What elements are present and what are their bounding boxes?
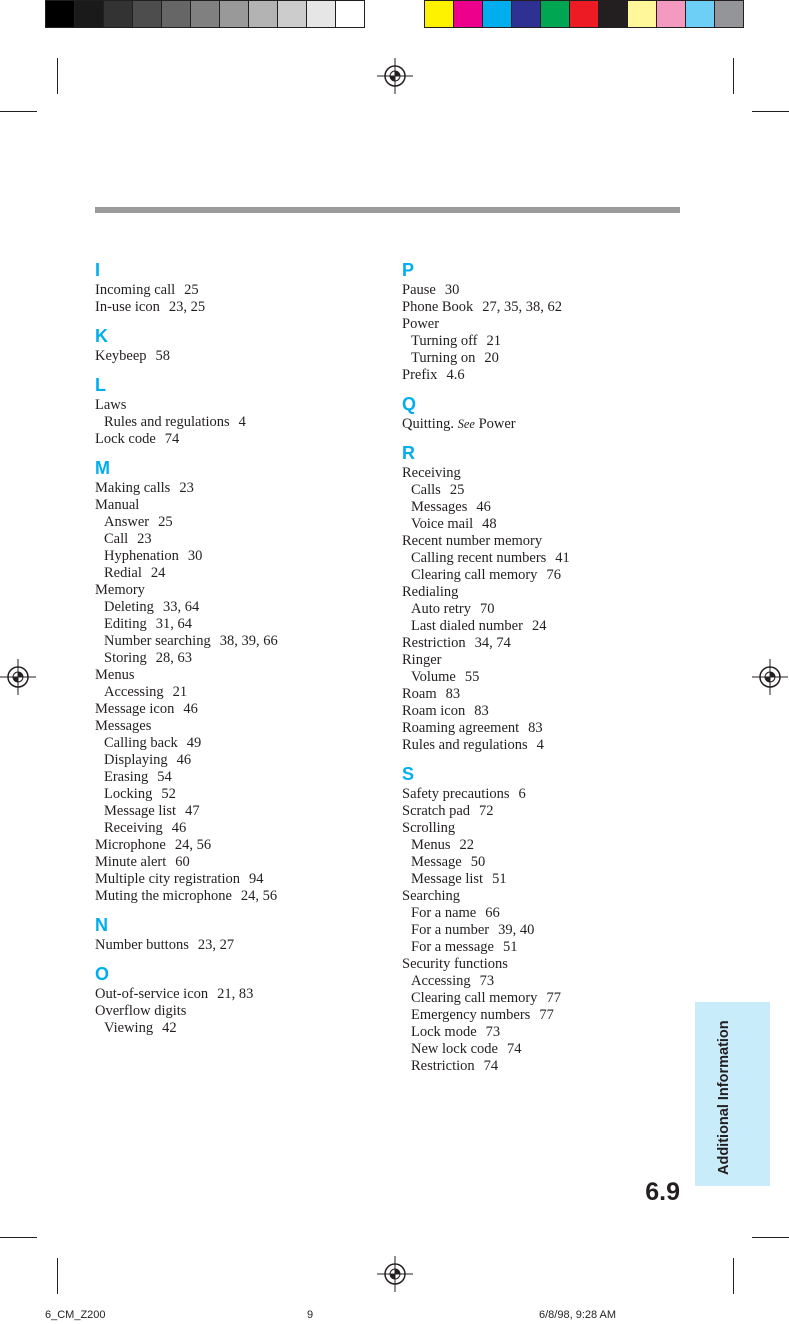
index-entry [95,397,395,414]
index-subentry [402,499,702,516]
index-page-ref: 48 [482,516,497,532]
index-term: Ringer [402,652,442,668]
index-page-ref: 46 [176,752,192,768]
index-page-ref: 25 [184,282,199,298]
index-section [402,392,702,433]
index-term: Safety precautions [402,786,510,802]
index-term: Redial [104,565,142,581]
see-reference-label: See [457,417,475,431]
color-swatch [512,1,541,27]
page-number: 6.9 [645,1178,680,1206]
index-page-ref: 49 [186,735,202,751]
gray-swatch [162,1,191,27]
index-page-ref: 46 [476,499,491,515]
index-term: Rules and regulations [402,737,528,753]
index-entry [95,937,395,954]
index-subentry [402,350,702,367]
index-term: Making calls [95,480,171,496]
index-section [402,258,702,384]
index-page-ref: 77 [539,1007,554,1023]
slug-file: 6_CM_Z200 [45,1309,106,1321]
index-entry [402,282,702,299]
index-page-ref: 24 [150,565,166,581]
index-subentry [95,599,395,616]
index-page-ref: 51 [492,871,507,887]
index-subentry [95,769,395,786]
index-section [402,762,702,1075]
index-term: Phone Book [402,299,474,315]
section-tab [695,1002,770,1186]
index-section [402,441,702,754]
index-section [95,258,395,316]
index-page-ref: 58 [155,348,171,364]
index-term: Searching [402,888,460,904]
index-entry [95,348,395,365]
color-swatch [715,1,743,27]
index-page-ref: 24, 56 [174,837,212,853]
index-page-ref: 94 [248,871,264,887]
index-letter: R [402,443,415,463]
color-swatch [570,1,599,27]
index-term: For a number [411,922,490,938]
index-entry [95,299,395,316]
index-subentry [402,871,702,888]
index-subentry [95,616,395,633]
index-term: Message icon [95,701,175,717]
index-subentry [402,601,702,618]
index-term: Restriction [402,635,466,651]
index-subentry [95,803,395,820]
crop-mark [752,1237,789,1238]
index-entry [402,316,702,333]
index-term: Lock mode [411,1024,477,1040]
index-term: Receiving [104,820,163,836]
index-page-ref: 52 [161,786,176,802]
index-term: New lock code [411,1041,498,1057]
index-letter: I [95,260,101,280]
index-term: Messages [95,718,152,734]
index-page-ref: 42 [162,1020,177,1036]
index-term: Incoming call [95,282,176,298]
index-subentry [402,939,702,956]
index-entry [402,703,702,720]
index-page-ref: 33, 64 [162,599,200,615]
index-term: Storing [104,650,147,666]
index-entry [95,701,395,718]
index-page-ref: 24, 56 [240,888,278,904]
index-page-ref: 23 [137,531,152,547]
index-subentry [402,905,702,922]
index-subentry [95,514,395,531]
index-page-ref: 83 [474,703,489,719]
index-term: Receiving [402,465,461,481]
index-entry [95,497,395,514]
index-term: Calling back [104,735,178,751]
index-page-ref: 54 [157,769,172,785]
index-term: Memory [95,582,145,598]
index-term: Quitting. [402,416,454,432]
index-subentry [95,414,395,431]
index-subentry [402,516,702,533]
index-page-ref: 31, 64 [155,616,192,632]
index-page-ref: 22 [459,837,474,853]
index-term: Erasing [104,769,149,785]
index-term: Answer [104,514,150,530]
index-page-ref: 20 [484,350,499,366]
index-entry [402,888,702,905]
index-term: Power [402,316,440,332]
crop-mark [733,58,734,94]
index-term: Turning off [411,333,478,349]
index-subentry [95,786,395,803]
index-term: Volume [411,669,456,685]
index-page-ref: 4.6 [446,367,465,383]
registration-target-icon [377,1256,413,1292]
color-swatch [628,1,657,27]
gray-swatch [46,1,75,27]
index-subentry [402,973,702,990]
process-color-bar [424,0,744,28]
index-term: Menus [411,837,451,853]
index-page-ref: 25 [449,482,465,498]
index-page-ref: 6 [518,786,526,802]
section-tab-label: Additional Information [716,1020,732,1175]
gray-color-bar [45,0,365,28]
index-letter: Q [402,394,417,414]
index-page-ref: 74 [506,1041,522,1057]
index-entry [402,786,702,803]
index-page-ref: 23, 25 [168,299,206,315]
index-subentry [95,735,395,752]
index-entry [402,367,702,384]
index-entry [95,667,395,684]
index-entry [95,282,395,299]
index-term: Overflow digits [95,1003,187,1019]
index-term: In-use icon [95,299,160,315]
crop-mark [57,58,58,94]
index-term: Microphone [95,837,166,853]
see-reference-target: Power [478,416,516,432]
index-term: Emergency numbers [411,1007,531,1023]
gray-swatch [307,1,336,27]
index-term: Laws [95,397,127,413]
index-term: Out-of-service icon [95,986,209,1002]
index-entry [402,584,702,601]
index-page-ref: 83 [528,720,543,736]
index-term: Calls [411,482,441,498]
index-subentry [402,922,702,939]
color-swatch [599,1,628,27]
gray-swatch [249,1,278,27]
header-rule [95,207,680,213]
index-page-ref: 34, 74 [474,635,511,651]
crop-mark [752,111,789,112]
index-page-ref: 23, 27 [197,937,235,953]
index-letter: L [95,375,106,395]
index-term: Hyphenation [104,548,179,564]
index-term: Message [411,854,462,870]
index-page-ref: 46 [171,820,187,836]
index-section [95,913,395,954]
index-subentry [402,333,702,350]
index-subentry [95,752,395,769]
gray-swatch [278,1,307,27]
index-page-ref: 77 [546,990,561,1006]
index-page-ref: 47 [185,803,200,819]
index-page-ref: 23 [179,480,194,496]
index-subentry [95,531,395,548]
index-entry [402,416,702,433]
index-subentry [402,1024,702,1041]
index-entry [95,431,395,448]
index-term: Accessing [104,684,164,700]
index-term: Rules and regulations [104,414,230,430]
index-column-right [402,258,702,1083]
index-page-ref: 39, 40 [498,922,535,938]
index-subentry [95,548,395,565]
index-entry [402,956,702,973]
index-entry [402,737,702,754]
index-page-ref: 70 [480,601,495,617]
index-term: Editing [104,616,147,632]
index-term: Security functions [402,956,508,972]
registration-target-icon [0,659,36,695]
index-term: Number buttons [95,937,189,953]
index-term: Scrolling [402,820,456,836]
index-subentry [95,1020,395,1037]
index-term: Deleting [104,599,154,615]
index-entry [95,854,395,871]
index-subentry [95,684,395,701]
index-page-ref: 24 [531,618,547,634]
index-page-ref: 51 [502,939,518,955]
index-subentry [95,633,395,650]
index-section [95,373,395,448]
index-entry [95,871,395,888]
registration-target-icon [377,58,413,94]
index-page-ref: 50 [470,854,486,870]
index-letter: S [402,764,415,784]
index-page-ref: 30 [444,282,460,298]
registration-target-icon [752,659,788,695]
index-page-ref: 60 [175,854,190,870]
index-term: Prefix [402,367,438,383]
gray-swatch [220,1,249,27]
index-term: Locking [104,786,153,802]
index-subentry [402,618,702,635]
index-term: Manual [95,497,140,513]
index-subentry [402,1007,702,1024]
index-entry [402,803,702,820]
index-page-ref: 21 [172,684,188,700]
index-term: Roaming agreement [402,720,520,736]
index-page-ref: 38, 39, 66 [219,633,278,649]
index-entry [402,533,702,550]
index-entry [95,986,395,1003]
index-term: Restriction [411,1058,475,1074]
index-entry [95,1003,395,1020]
index-term: Scratch pad [402,803,471,819]
index-page-ref: 73 [479,973,495,989]
crop-mark [57,1258,58,1294]
crop-mark [0,1237,37,1238]
index-term: Keybeep [95,348,147,364]
index-entry [402,686,702,703]
color-swatch [657,1,686,27]
index-subentry [402,837,702,854]
index-entry [95,480,395,497]
index-subentry [402,854,702,871]
index-term: Last dialed number [411,618,523,634]
index-entry [402,652,702,669]
crop-mark [0,111,37,112]
gray-swatch [133,1,162,27]
gray-swatch [75,1,104,27]
color-swatch [425,1,454,27]
index-page-ref: 73 [485,1024,501,1040]
slug-page: 9 [307,1309,314,1321]
color-swatch [541,1,570,27]
crop-mark [733,1258,734,1294]
index-subentry [402,990,702,1007]
index-term: Accessing [411,973,471,989]
index-term: Message list [104,803,177,819]
index-entry [402,720,702,737]
index-term: For a message [411,939,494,955]
index-page-ref: 72 [479,803,494,819]
index-term: Number searching [104,633,211,649]
index-page-ref: 25 [158,514,173,530]
index-term: Redialing [402,584,459,600]
index-column-left [95,258,395,1045]
index-letter: N [95,915,108,935]
index-page-ref: 66 [485,905,500,921]
index-term: Muting the microphone [95,888,232,904]
index-subentry [402,1058,702,1075]
index-term: Lock code [95,431,156,447]
index-entry [95,837,395,854]
index-subentry [402,550,702,567]
index-subentry [95,650,395,667]
index-page-ref: 4 [238,414,246,430]
index-page-ref: 41 [555,550,570,566]
index-term: Clearing call memory [411,990,538,1006]
index-page-ref: 30 [187,548,203,564]
index-subentry [402,1041,702,1058]
index-letter: O [95,964,110,984]
index-page-ref: 4 [536,737,544,753]
index-section [95,324,395,365]
gray-swatch [191,1,220,27]
index-term: For a name [411,905,477,921]
index-entry [402,299,702,316]
index-term: Voice mail [411,516,474,532]
index-term: Viewing [104,1020,154,1036]
index-term: Menus [95,667,135,683]
index-term: Clearing call memory [411,567,538,583]
index-term: Roam [402,686,437,702]
index-page-ref: 83 [445,686,461,702]
index-entry [402,465,702,482]
index-page-ref: 21, 83 [217,986,254,1002]
color-swatch [483,1,512,27]
index-term: Roam icon [402,703,466,719]
index-page-ref: 74 [483,1058,499,1074]
index-page-ref: 55 [464,669,480,685]
index-page-ref: 74 [164,431,180,447]
index-entry [95,718,395,735]
color-swatch [686,1,715,27]
index-term: Recent number memory [402,533,543,549]
index-term: Calling recent numbers [411,550,547,566]
index-entry [402,820,702,837]
index-term: Message list [411,871,484,887]
index-term: Minute alert [95,854,167,870]
index-subentry [402,567,702,584]
slug-date: 6/8/98, 9:28 AM [539,1309,617,1321]
index-page-ref: 46 [183,701,198,717]
gray-swatch [336,1,364,27]
index-subentry [95,565,395,582]
index-section [95,456,395,905]
index-term: Displaying [104,752,168,768]
index-term: Auto retry [411,601,471,617]
index-entry [95,888,395,905]
index-page-ref: 27, 35, 38, 62 [482,299,563,315]
index-letter: K [95,326,108,346]
index-subentry [402,482,702,499]
index-entry [402,635,702,652]
index-subentry [95,820,395,837]
index-page-ref: 21 [486,333,501,349]
index-letter: M [95,458,110,478]
index-term: Messages [411,499,468,515]
index-term: Pause [402,282,436,298]
color-swatch [454,1,483,27]
index-term: Turning on [411,350,476,366]
index-page-ref: 76 [546,567,561,583]
index-subentry [402,669,702,686]
index-term: Call [104,531,129,547]
index-letter: P [402,260,415,280]
index-page-ref: 28, 63 [155,650,192,666]
index-entry [95,582,395,599]
index-section [95,962,395,1037]
gray-swatch [104,1,133,27]
index-term: Multiple city registration [95,871,240,887]
